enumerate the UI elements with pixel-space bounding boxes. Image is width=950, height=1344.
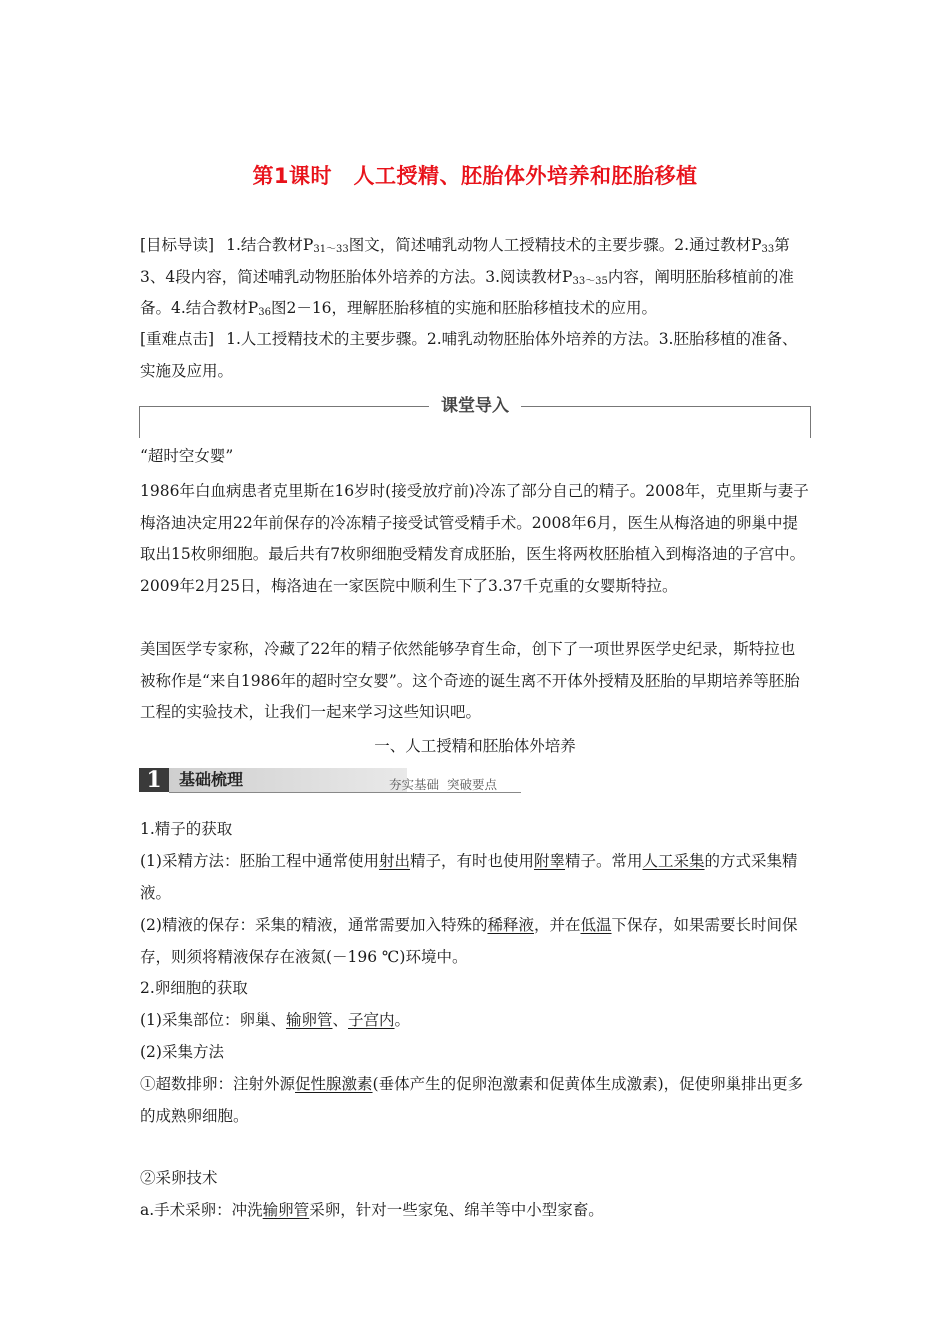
story-paragraph-2: 美国医学专家称，冷藏了22年的精子依然能够孕育生命，创下了一项世界医学史纪录，斯特拉也被称作是“来自1986年的超时空女婴”。这个奇迹的诞生离不开体外授精及胚胎的早期培养等胚胎工程的实验技术，让我们一起来学习这些知识吧。 — [140, 640, 800, 721]
section-number: 1 — [139, 768, 169, 792]
answer-oviduct-flush: 输卵管 — [262, 1201, 310, 1219]
answer-artificial-collection: 人工采集 — [642, 852, 705, 870]
text-span: (2)精液的保存：采集的精液，通常需要加入特殊的 — [140, 916, 488, 934]
text-span: a.手术采卵：冲洗 — [140, 1201, 263, 1219]
semen-storage — [140, 910, 810, 973]
text-span: 、 — [332, 1011, 348, 1029]
section-underline — [169, 792, 521, 793]
goals-page-4: 36 — [258, 307, 271, 318]
page-title: 第1课时 人工授精、胚胎体外培养和胚胎移植 — [252, 164, 698, 188]
goals-text-5: 图2－16，理解胚胎移植的实施和胚胎移植技术的应用。 — [270, 299, 658, 317]
goals-page-1: 31～33 — [313, 244, 349, 255]
answer-ejaculated: 射出 — [378, 852, 410, 870]
text-span: 的方式采集精液。 — [140, 852, 798, 902]
answer-diluent: 稀释液 — [487, 916, 534, 934]
goals-text-3: 第3、4段内容，简述哺乳动物胚胎体外培养的方法。3.阅读教材P — [140, 236, 790, 286]
surgical-collection — [140, 1195, 810, 1227]
text-span: 精子，有时也使用 — [409, 852, 534, 870]
egg-collection-tech: ②采卵技术 — [140, 1169, 218, 1187]
learning-goals — [140, 230, 810, 325]
keypoints-text: 1.人工授精技术的主要步骤。2.哺乳动物胚胎体外培养的方法。3.胚胎移植的准备、实施及应用。 — [140, 330, 798, 380]
intro-banner — [139, 394, 811, 440]
answer-gonadotropin: 促性腺激素 — [295, 1075, 373, 1093]
key-points — [140, 324, 810, 387]
section-heading: 一、人工授精和胚胎体外培养 — [374, 737, 576, 755]
text-span: 精子。常用 — [565, 852, 643, 870]
goals-text-4: 内容，阐明胚胎移植前的准备。4.结合教材P — [140, 267, 794, 317]
goals-text-1: 1.结合教材P — [226, 236, 314, 254]
answer-epididymis: 附睾 — [534, 852, 566, 870]
goals-label: [目标导读] — [140, 236, 215, 254]
text-span: (垂体产生的促卵泡激素和促黄体生成激素)，促使卵巢排出更多的成熟卵细胞。 — [140, 1075, 804, 1125]
text-span: ①超数排卵：注射外源 — [140, 1075, 296, 1093]
content-h1: 1.精子的获取 — [140, 820, 233, 838]
text-span: 。 — [394, 1011, 411, 1029]
story-paragraph-1: 1986年白血病患者克里斯在16岁时(接受放疗前)冷冻了部分自己的精子。2008年，克里斯与妻子梅洛迪决定用22年前保存的冷冻精子接受试管受精手术。2008年6月，医生从梅洛迪的卵巢中提取出15枚卵细胞。最后共有7枚卵细胞受精发育成胚胎，医生将两枚胚胎植入到梅洛迪的子宫中。2009年2月25日，梅洛迪在一家医院中顺利生下了3.37千克重的女婴斯特拉。 — [140, 482, 809, 595]
text-span: 采卵，针对一些家兔、绵羊等中小型家畜。 — [309, 1201, 604, 1219]
banner-title: 课堂导入 — [429, 396, 521, 416]
sperm-method — [140, 846, 810, 909]
goals-page-2: 33 — [761, 244, 775, 255]
answer-low-temp: 低温 — [580, 916, 612, 934]
text-span: (1)采集部位：卵巢、 — [140, 1011, 286, 1029]
text-span: 下保存，如果需要长时间保存，则须将精液保存在液氮(－196 ℃)环境中。 — [140, 916, 798, 966]
collection-method: (2)采集方法 — [140, 1043, 224, 1061]
content-h2: 2.卵细胞的获取 — [140, 979, 248, 997]
answer-oviduct: 输卵管 — [285, 1011, 333, 1029]
keypoints-label: [重难点击] — [140, 330, 215, 348]
story-heading: “超时空女婴” — [140, 447, 234, 465]
goals-page-3: 33～35 — [572, 275, 608, 287]
basic-review-bar — [139, 765, 521, 795]
collection-site — [140, 1005, 810, 1037]
text-span: (1)采精方法：胚胎工程中通常使用 — [140, 852, 379, 870]
section-name: 基础梳理 — [179, 770, 244, 789]
section-tagline: 夯实基础 突破要点 — [389, 777, 497, 792]
answer-uterus: 子宫内 — [348, 1011, 395, 1029]
superovulation — [140, 1069, 810, 1132]
goals-text-2: 图文，简述哺乳动物人工授精技术的主要步骤。2.通过教材P — [348, 236, 762, 254]
text-span: ，并在 — [533, 916, 581, 934]
